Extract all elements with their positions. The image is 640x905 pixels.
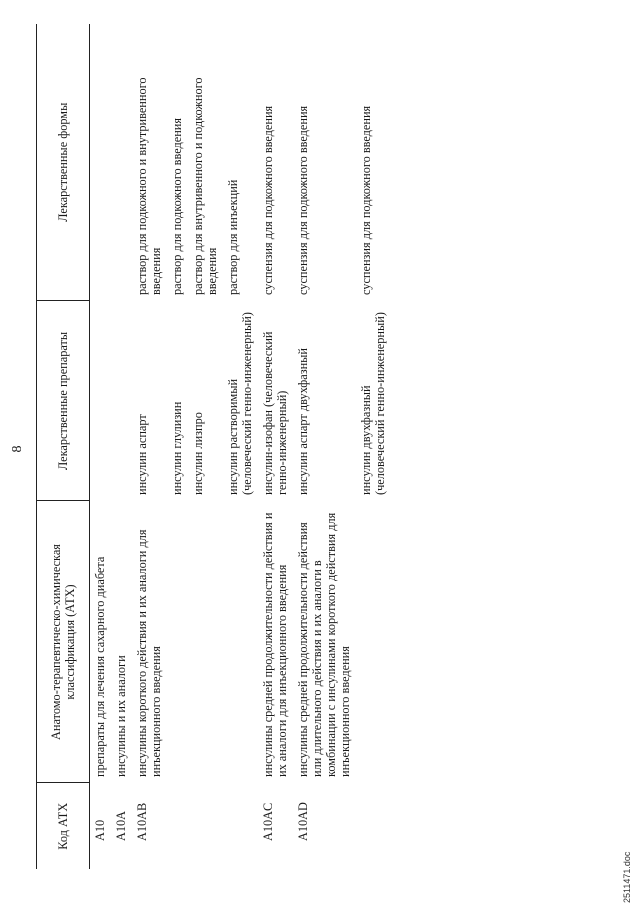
table-row [90, 24, 112, 869]
cell-drug [90, 301, 112, 501]
header-classification: Анатомо-терапевтическо-химическая классификация (АТХ) [37, 501, 90, 783]
cell-drug [111, 301, 132, 501]
table-row [356, 24, 391, 869]
table-row [293, 24, 356, 869]
cell-code: A10AB [135, 802, 149, 841]
cell-classification [167, 501, 188, 783]
cell-classification: инсулины и их аналоги [114, 655, 128, 777]
cell-drug: инсулин аспарт [135, 414, 149, 495]
cell-form: раствор для внутривенного и подкожного введения [191, 77, 219, 295]
table-row [132, 24, 167, 869]
header-code: Код АТХ [37, 783, 90, 869]
atx-drug-table [36, 24, 391, 869]
header-drugs: Лекарственные препараты [37, 301, 90, 501]
cell-form: раствор для подкожного и внутривенного введения [135, 77, 163, 295]
cell-classification [188, 501, 223, 783]
cell-code [188, 783, 223, 869]
cell-form: раствор для подкожного введения [170, 117, 184, 295]
table-header-row [37, 24, 90, 869]
cell-form: раствор для инъекций [226, 179, 240, 295]
cell-code [223, 783, 258, 869]
cell-classification: инсулины средней продолжительности действия и их аналоги для инъекционного введения [261, 512, 289, 777]
cell-code: A10A [114, 810, 128, 841]
cell-drug: инсулин глулизин [170, 401, 184, 495]
page-number: 8 [10, 445, 25, 453]
cell-form [90, 24, 112, 301]
table-row [111, 24, 132, 869]
cell-code: A10AD [296, 802, 310, 841]
cell-drug: инсулин аспарт двухфазный [296, 347, 310, 495]
file-name-tag: 2511471.doc [622, 851, 632, 903]
cell-drug: инсулин-изофан (человеческий генно-инженерный) [261, 331, 289, 495]
cell-drug: инсулин растворимый (человеческий генно-инженерный) [226, 312, 254, 495]
cell-code: A10AC [261, 802, 275, 841]
cell-drug: инсулин двухфазный (человеческий генно-инженерный) [359, 312, 387, 495]
cell-form [111, 24, 132, 301]
cell-classification: препараты для лечения сахарного диабета [93, 556, 107, 777]
table-row [258, 24, 293, 869]
cell-code [356, 783, 391, 869]
cell-code: A10 [93, 819, 107, 841]
cell-classification [356, 501, 391, 783]
table-row [188, 24, 223, 869]
cell-classification: инсулины средней продолжительности действия или длительного действия и их аналоги в комбинации с инсулинами короткого действия для инъекционного введения [296, 512, 352, 777]
cell-drug: инсулин лизпро [191, 412, 205, 495]
header-forms: Лекарственные формы [37, 24, 90, 301]
cell-classification: инсулины короткого действия и их аналоги для инъекционного введения [135, 529, 163, 777]
table-row [167, 24, 188, 869]
cell-form: суспензия для подкожного введения [359, 105, 373, 295]
cell-form: суспензия для подкожного введения [261, 105, 275, 295]
cell-form: суспензия для подкожного введения [296, 105, 310, 295]
cell-code [167, 783, 188, 869]
table-row [223, 24, 258, 869]
cell-classification [223, 501, 258, 783]
